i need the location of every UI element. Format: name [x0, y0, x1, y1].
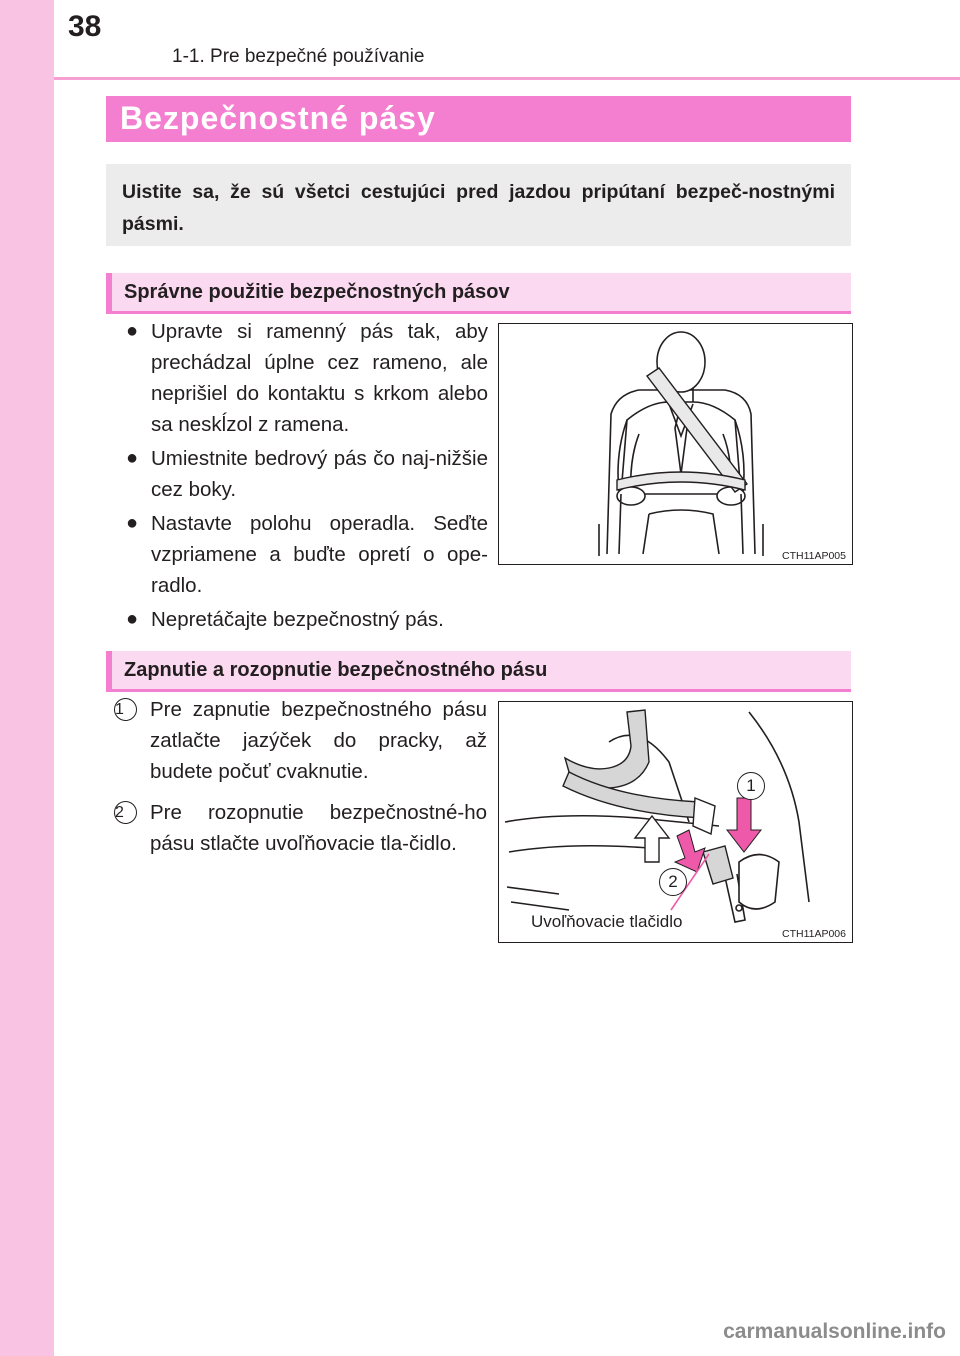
figure-seated-person-belt: [498, 323, 853, 565]
bullet-item: [126, 316, 488, 440]
page-title: Bezpečnostné pásy: [120, 100, 436, 136]
page-title-band: [106, 96, 851, 142]
bullet-dot-icon: ●: [126, 447, 139, 469]
figure-label-1: 1: [737, 772, 765, 800]
section-heading-correct-use: [106, 273, 851, 314]
bullet-dot-icon: ●: [126, 608, 139, 630]
watermark: carmanualsonline.info: [723, 1320, 946, 1343]
figure-code: CTH11AP005: [781, 550, 846, 562]
step-list: [112, 694, 487, 869]
step-text: Pre zapnutie bezpečnostného pásu zatlačte jazýček do pracky, až budete počuť cvaknutie.: [150, 698, 487, 783]
bullet-item: [126, 443, 488, 505]
step-number-badge: 1: [114, 698, 137, 721]
bullet-text: Nastavte polohu operadla. Seďte vzpriamene a buďte opretí o ope-radlo.: [151, 512, 488, 597]
page-header: [0, 0, 960, 80]
bullet-text: Upravte si ramenný pás tak, aby prechádzal úplne cez rameno, ale neprišiel do kontaktu s krkom alebo sa neskĺzol z ramena.: [151, 320, 488, 436]
step-text: Pre rozopnutie bezpečnostné-ho pásu stlačte uvoľňovacie tla-čidlo.: [150, 801, 487, 855]
header-divider: [54, 77, 960, 80]
intro-box: [106, 164, 851, 246]
buckle-illustration: [499, 702, 852, 942]
step-item: [112, 694, 487, 787]
seated-person-illustration: [499, 324, 852, 564]
section-heading-fasten-unfasten: [106, 651, 851, 692]
bullet-text: Umiestnite bedrový pás čo naj-nižšie cez boky.: [151, 447, 488, 501]
step-number-badge: 2: [114, 801, 137, 824]
bullet-item: [126, 508, 488, 601]
bullet-text: Nepretáčajte bezpečnostný pás.: [151, 608, 444, 631]
figure-code: CTH11AP006: [781, 928, 846, 940]
intro-text: Uistite sa, že sú všetci cestujúci pred jazdou pripútaní bezpeč-nostnými pásmi.: [122, 181, 835, 235]
section-heading-text: Správne použitie bezpečnostných pásov: [124, 281, 510, 303]
bullet-dot-icon: ●: [126, 320, 139, 342]
section-heading-text: Zapnutie a rozopnutie bezpečnostného pásu: [124, 659, 548, 681]
bullet-list: [126, 316, 488, 638]
bullet-dot-icon: ●: [126, 512, 139, 534]
page-number: 38: [68, 10, 102, 43]
figure-buckle: [498, 701, 853, 943]
release-button-callout: Uvoľňovacie tlačidlo: [531, 912, 683, 931]
figure-label-2: 2: [659, 868, 687, 896]
bullet-item: [126, 604, 488, 635]
page-side-tab: [0, 0, 54, 1356]
chapter-title: 1-1. Pre bezpečné používanie: [172, 46, 425, 67]
step-item: [112, 797, 487, 859]
